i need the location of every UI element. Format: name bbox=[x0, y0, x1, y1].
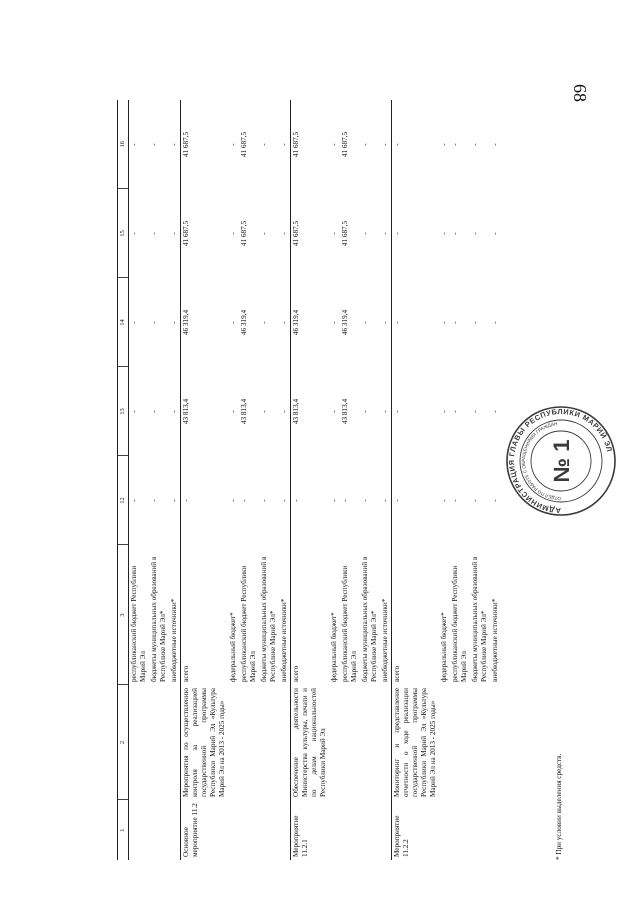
table-row bbox=[380, 100, 392, 860]
row-value: - bbox=[280, 143, 289, 146]
row-event-description bbox=[380, 685, 392, 800]
header-col-3: 3 bbox=[118, 545, 129, 685]
row-value: - bbox=[440, 410, 449, 413]
row-value: - bbox=[130, 143, 139, 146]
row-value: - bbox=[440, 321, 449, 324]
row-value: - bbox=[471, 410, 480, 413]
row-event-code bbox=[129, 800, 150, 860]
row-value: - bbox=[150, 410, 159, 413]
row-value: 46 319,4 bbox=[181, 278, 229, 367]
row-value: - bbox=[170, 499, 179, 502]
row-value: - bbox=[229, 232, 238, 235]
row-event-description bbox=[360, 685, 380, 800]
row-value: - bbox=[392, 278, 440, 367]
row-value: - bbox=[491, 499, 500, 502]
row-event-description bbox=[169, 685, 181, 800]
row-value: - bbox=[150, 143, 159, 146]
row-event-code bbox=[439, 800, 450, 860]
row-funding-source: республиканский бюджет Республики Марий Эл bbox=[341, 565, 359, 682]
row-event-code: Мероприятие 11.2.1 bbox=[291, 800, 330, 860]
table-row bbox=[470, 100, 490, 860]
row-value: - bbox=[491, 143, 500, 146]
table-row bbox=[360, 100, 380, 860]
row-value: - bbox=[361, 499, 370, 502]
row-value: - bbox=[381, 143, 390, 146]
row-value: 43 813,4 bbox=[181, 367, 229, 456]
table-header-row bbox=[118, 100, 129, 860]
row-funding-source: бюджеты муниципальных образований в Республике Марий Эл* bbox=[260, 556, 278, 682]
table-row bbox=[329, 100, 340, 860]
row-event-code bbox=[279, 800, 291, 860]
row-event-description: Обеспечение деятельности Министерства культуры, печати и по делам национальностей Республики Марий Эл bbox=[291, 685, 330, 800]
row-value: 43 813,4 bbox=[291, 367, 330, 456]
row-event-code bbox=[169, 800, 181, 860]
table-row bbox=[439, 100, 450, 860]
row-value: 43 813,4 bbox=[341, 398, 350, 425]
row-value: - bbox=[280, 321, 289, 324]
row-value: - bbox=[260, 143, 269, 146]
row-value: 46 319,4 bbox=[341, 309, 350, 336]
row-value: 41 687,5 bbox=[181, 100, 229, 189]
row-value: - bbox=[260, 410, 269, 413]
row-value: - bbox=[491, 321, 500, 324]
row-event-description bbox=[129, 685, 150, 800]
row-event-description: Мероприятия по осуществлению контроля за реализацией государственной программы Республики Марий Эл «Культура Марий Эл на 2013 - 2025 годы» bbox=[181, 685, 229, 800]
row-event-code bbox=[228, 800, 239, 860]
row-value: - bbox=[451, 143, 460, 146]
row-value: - bbox=[392, 367, 440, 456]
row-value: - bbox=[330, 410, 339, 413]
row-value: - bbox=[491, 232, 500, 235]
header-col-13: 13 bbox=[118, 367, 129, 456]
row-funding-source: всего bbox=[181, 545, 229, 685]
row-funding-source: бюджеты муниципальных образований в Республике Марий Эл* bbox=[361, 556, 379, 682]
row-value: - bbox=[381, 232, 390, 235]
table-body bbox=[129, 100, 502, 860]
row-event-code bbox=[450, 800, 470, 860]
row-value: - bbox=[330, 232, 339, 235]
row-value: 41 687,5 bbox=[291, 189, 330, 278]
table-row bbox=[291, 100, 330, 860]
row-value: - bbox=[330, 499, 339, 502]
row-event-description bbox=[279, 685, 291, 800]
row-funding-source: республиканский бюджет Республики Марий Эл bbox=[240, 565, 258, 682]
row-event-code bbox=[329, 800, 340, 860]
row-value: - bbox=[130, 321, 139, 324]
row-event-code bbox=[259, 800, 279, 860]
funding-table bbox=[117, 100, 501, 860]
row-event-description bbox=[470, 685, 490, 800]
row-value: 46 319,4 bbox=[291, 278, 330, 367]
row-value: - bbox=[392, 189, 440, 278]
stamp-ring-text: АДМИНИСТРАЦИЯ ГЛАВЫ РЕСПУБЛИКИ МАРИЙ ЭЛ bbox=[506, 406, 615, 516]
row-value: - bbox=[260, 499, 269, 502]
row-event-code bbox=[470, 800, 490, 860]
row-value: - bbox=[471, 321, 480, 324]
row-event-description bbox=[259, 685, 279, 800]
row-value: - bbox=[451, 321, 460, 324]
row-value: - bbox=[471, 499, 480, 502]
row-funding-source: внебюджетные источники* bbox=[280, 598, 289, 682]
row-event-description bbox=[439, 685, 450, 800]
row-funding-source: федеральный бюджет* bbox=[330, 612, 339, 682]
row-value: - bbox=[170, 321, 179, 324]
table-row bbox=[149, 100, 169, 860]
table-row bbox=[340, 100, 360, 860]
row-funding-source: внебюджетные источники* bbox=[381, 598, 390, 682]
row-value: - bbox=[440, 232, 449, 235]
row-value: - bbox=[170, 232, 179, 235]
header-col-15: 15 bbox=[118, 189, 129, 278]
row-event-description bbox=[228, 685, 239, 800]
table-row bbox=[228, 100, 239, 860]
row-value: - bbox=[451, 499, 460, 502]
row-event-description bbox=[329, 685, 340, 800]
row-value: - bbox=[361, 232, 370, 235]
table-row bbox=[392, 100, 440, 860]
row-value: - bbox=[471, 143, 480, 146]
row-value: - bbox=[440, 143, 449, 146]
table-row bbox=[239, 100, 259, 860]
row-event-description bbox=[239, 685, 259, 800]
stamp-inner-text: ОТДЕЛ ПО РАБОТЕ С ОБРАЩЕНИЯМИ ГРАЖДАН bbox=[520, 421, 562, 502]
row-value: - bbox=[381, 499, 390, 502]
row-value: 43 813,4 bbox=[240, 398, 249, 425]
row-event-code bbox=[380, 800, 392, 860]
row-event-description bbox=[340, 685, 360, 800]
page-number: 68 bbox=[570, 84, 590, 102]
footnote: * При условии выделения средств. bbox=[555, 753, 563, 860]
row-value: 41 687,5 bbox=[291, 100, 330, 189]
row-event-code bbox=[490, 800, 501, 860]
row-value: - bbox=[150, 321, 159, 324]
row-event-description bbox=[490, 685, 501, 800]
row-value: - bbox=[491, 410, 500, 413]
row-funding-source: федеральный бюджет* bbox=[229, 612, 238, 682]
row-funding-source: всего bbox=[291, 545, 330, 685]
row-value: - bbox=[240, 499, 249, 502]
row-event-description bbox=[149, 685, 169, 800]
header-col-2: 2 bbox=[118, 685, 129, 800]
row-event-code bbox=[239, 800, 259, 860]
row-funding-source: республиканский бюджет Республики Марий Эл bbox=[130, 565, 148, 682]
row-value: - bbox=[170, 143, 179, 146]
header-col-1: 1 bbox=[118, 800, 129, 860]
row-value: - bbox=[260, 232, 269, 235]
row-funding-source: внебюджетные источники* bbox=[491, 598, 500, 682]
row-value: - bbox=[280, 410, 289, 413]
row-value: - bbox=[229, 321, 238, 324]
row-event-code bbox=[360, 800, 380, 860]
row-value: - bbox=[361, 410, 370, 413]
row-value: - bbox=[229, 410, 238, 413]
row-value: - bbox=[392, 456, 440, 545]
row-event-code bbox=[149, 800, 169, 860]
row-value: - bbox=[291, 456, 330, 545]
row-value: 41 687,5 bbox=[240, 131, 249, 158]
row-value: 41 687,5 bbox=[341, 131, 350, 158]
round-seal-stamp bbox=[505, 405, 617, 517]
row-value: - bbox=[451, 410, 460, 413]
row-value: - bbox=[130, 499, 139, 502]
row-value: - bbox=[260, 321, 269, 324]
row-event-code bbox=[340, 800, 360, 860]
header-col-14: 14 bbox=[118, 278, 129, 367]
row-value: - bbox=[381, 321, 390, 324]
row-value: - bbox=[130, 410, 139, 413]
row-event-description: Мониторинг и представление отчетности о ходе реализации государственной программы Республики Марий Эл «Культура Марий Эл на 2013 - 2025 годы» bbox=[392, 685, 440, 800]
row-value: 46 319,4 bbox=[240, 309, 249, 336]
row-value: 41 687,5 bbox=[341, 220, 350, 247]
header-col-12: 12 bbox=[118, 456, 129, 545]
row-value: - bbox=[330, 143, 339, 146]
row-value: 41 687,5 bbox=[181, 189, 229, 278]
table-row bbox=[169, 100, 181, 860]
row-value: - bbox=[361, 321, 370, 324]
row-value: - bbox=[451, 232, 460, 235]
header-col-16: 16 bbox=[118, 100, 129, 189]
table-row bbox=[259, 100, 279, 860]
row-value: - bbox=[170, 410, 179, 413]
row-funding-source: федеральный бюджет* bbox=[440, 612, 449, 682]
row-event-description bbox=[450, 685, 470, 800]
row-value: 41 687,5 bbox=[240, 220, 249, 247]
row-value: - bbox=[181, 456, 229, 545]
row-value: - bbox=[440, 499, 449, 502]
row-event-code: Мероприятие 11.2.2 bbox=[392, 800, 440, 860]
row-value: - bbox=[150, 232, 159, 235]
row-funding-source: бюджеты муниципальных образований в Республике Марий Эл* bbox=[471, 556, 489, 682]
row-value: - bbox=[330, 321, 339, 324]
row-value: - bbox=[150, 499, 159, 502]
row-funding-source: республиканский бюджет Республики Марий Эл bbox=[451, 565, 469, 682]
stamp-number: № 1 bbox=[549, 439, 574, 483]
row-value: - bbox=[280, 499, 289, 502]
row-value: - bbox=[229, 499, 238, 502]
row-value: - bbox=[471, 232, 480, 235]
table-row bbox=[450, 100, 470, 860]
row-event-code: Основное мероприятие 11.2 bbox=[181, 800, 229, 860]
table-row bbox=[129, 100, 150, 860]
table-row bbox=[490, 100, 501, 860]
row-funding-source: внебюджетные источники* bbox=[170, 598, 179, 682]
row-funding-source: бюджеты муниципальных образований в Республике Марий Эл* bbox=[150, 556, 168, 682]
row-value: - bbox=[361, 143, 370, 146]
table-row bbox=[279, 100, 291, 860]
row-value: - bbox=[229, 143, 238, 146]
row-funding-source: всего bbox=[392, 545, 440, 685]
row-value: - bbox=[392, 100, 440, 189]
row-value: - bbox=[341, 499, 350, 502]
row-value: - bbox=[130, 232, 139, 235]
row-value: - bbox=[381, 410, 390, 413]
table-row bbox=[181, 100, 229, 860]
row-value: - bbox=[280, 232, 289, 235]
